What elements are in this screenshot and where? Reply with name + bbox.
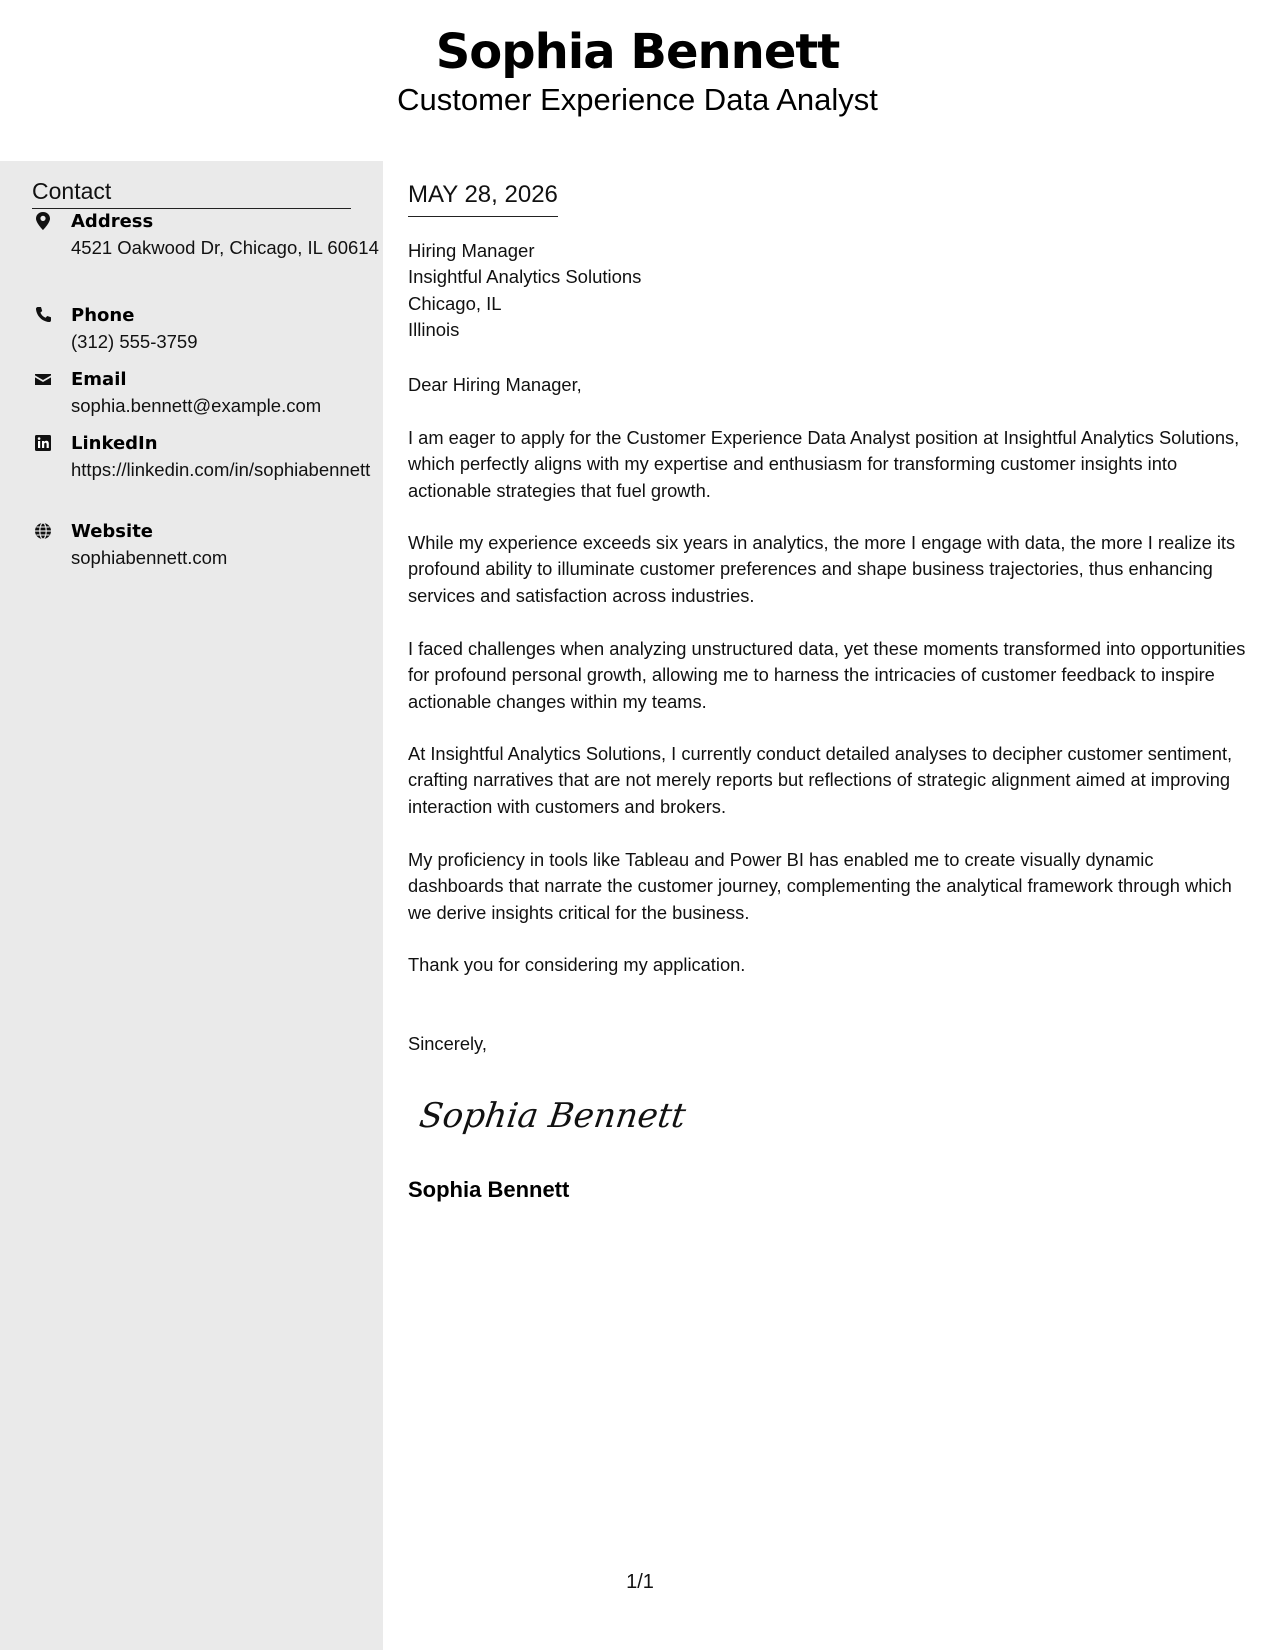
phone-icon	[34, 305, 52, 325]
website-value[interactable]: sophiabennett.com	[71, 547, 228, 568]
contact-label: Email	[71, 369, 127, 390]
resume-header	[0, 0, 1275, 160]
phone-value: (312) 555-3759	[71, 331, 198, 352]
letter-date: MAY 28, 2026	[408, 180, 558, 217]
email-value: sophia.bennett@example.com	[71, 395, 322, 416]
salutation: Dear Hiring Manager,	[408, 374, 582, 395]
contact-label: LinkedIn	[71, 433, 158, 454]
svg-text:Sophia Bennett: Sophia Bennett	[416, 1096, 689, 1136]
recipient-address	[408, 238, 641, 343]
handwritten-signature	[416, 1085, 689, 1145]
signed-name: Sophia Bennett	[408, 1177, 570, 1202]
contact-label: Phone	[71, 305, 135, 326]
recipient-line: Hiring Manager	[408, 240, 535, 261]
recipient-line: Chicago, IL	[408, 292, 502, 314]
letter-paragraph: Thank you for considering my application.	[408, 954, 746, 975]
contact-label: Website	[71, 521, 154, 542]
letter-paragraph: At Insightful Analytics Solutions, I currently conduct detailed analyses to decipher customer sentiment, crafting narratives that are not merely reports but reflections of strategic alignment aimed at improving interaction with customers and brokers.	[408, 743, 1233, 817]
address-value: 4521 Oakwood Dr, Chicago, IL 60614	[71, 237, 379, 258]
contact-sidebar	[0, 161, 383, 1650]
letter-paragraph: While my experience exceeds six years in analytics, the more I engage with data, the more I realize its profound ability to illuminate customer preferences and shape business trajectories, thus enhancing services and satisfaction across industries.	[408, 532, 1236, 606]
map-pin-icon	[34, 211, 52, 231]
page-number: 1/1	[626, 1571, 654, 1593]
globe-icon	[34, 521, 52, 541]
contact-heading: Contact	[32, 176, 351, 209]
applicant-job-title: Customer Experience Data Analyst	[397, 82, 878, 117]
contact-label: Address	[71, 211, 154, 232]
closing: Sincerely,	[408, 1033, 487, 1054]
recipient-line: Illinois	[408, 318, 460, 340]
linkedin-icon	[34, 433, 52, 453]
applicant-name: Sophia Bennett	[435, 24, 840, 80]
recipient-line: Insightful Analytics Solutions	[408, 266, 642, 288]
envelope-icon	[34, 369, 52, 389]
letter-paragraph: I am eager to apply for the Customer Experience Data Analyst position at Insightful Analytics Solutions, which perfectly aligns with my expertise and enthusiasm for transforming customer insights into actionable strategies that fuel growth.	[408, 427, 1240, 501]
linkedin-value[interactable]: https://linkedin.com/in/sophiabennett	[71, 459, 371, 480]
letter-paragraph: I faced challenges when analyzing unstructured data, yet these moments transformed into opportunities for profound personal growth, allowing me to harness the intricacies of customer feedback to inspire actionable changes within my teams.	[408, 638, 1246, 712]
letter-paragraph: My proficiency in tools like Tableau and Power BI has enabled me to create visually dynamic dashboards that narrate the customer journey, complementing the analytical framework through which we derive insights critical for the business.	[408, 849, 1232, 923]
